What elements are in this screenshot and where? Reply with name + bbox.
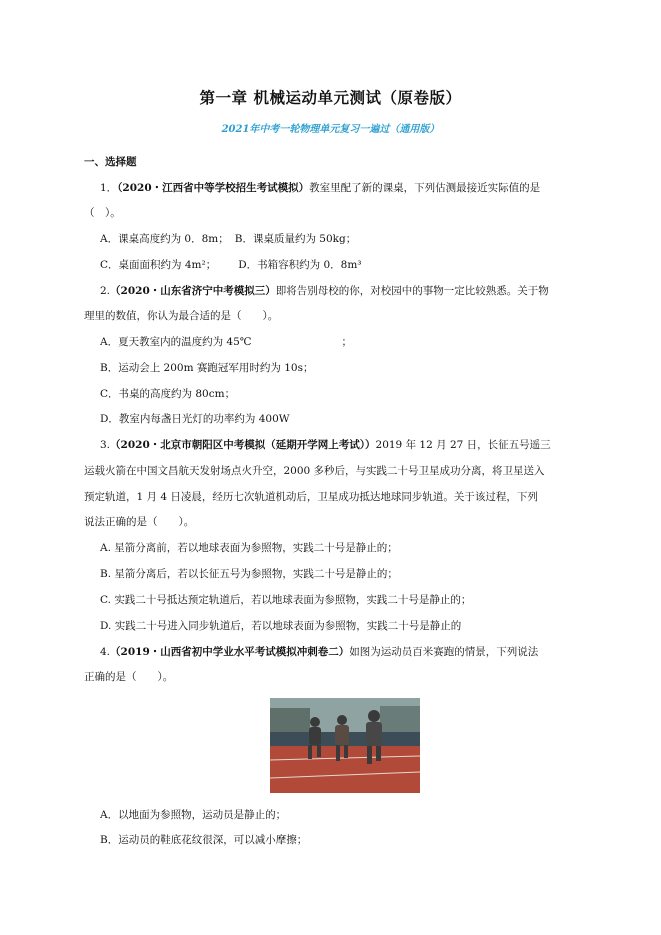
option-a: A．夏天教室内的温度约为 45℃ (100, 336, 252, 348)
question-text: 2019 年 12 月 27 日，长征五号遥三 (375, 439, 551, 451)
question-2 (100, 284, 549, 298)
question-1 (100, 181, 540, 195)
page-subtitle: 2021年中考一轮物理单元复习一遍过（通用版） (221, 124, 440, 135)
question-3-text-4: 说法正确的是（ ）。 (84, 516, 195, 528)
question-4-option-a: A．以地面为参照物，运动员是静止的； (100, 809, 287, 821)
question-source: （2020・山东省济宁中考模拟三） (110, 285, 276, 297)
question-text: 教室里配了新的课桌，下列估测最接近实际值的是 (309, 182, 541, 194)
question-text: 如图为运动员百米赛跑的情景，下列说法 (349, 646, 539, 658)
option-c: C．桌面面积约为 4m²； (100, 259, 217, 271)
question-number: 3. (100, 439, 111, 451)
section-heading: 一、选择题 (84, 156, 137, 168)
question-2-option-a (100, 335, 352, 349)
question-2-option-b: B．运动会上 200m 赛跑冠军用时约为 10s； (100, 362, 314, 374)
option-b: B．课桌质量约为 50kg； (234, 233, 357, 245)
question-4-text-cont: 正确的是（ ）。 (84, 671, 174, 683)
question-source: （2020・北京市朝阳区中考模拟（延期开学网上考试）） (110, 439, 376, 451)
question-1-blank: （ ）。 (84, 207, 121, 219)
option-a-tail: ； (341, 336, 353, 348)
question-3-text-3: 预定轨道，1 月 4 日凌晨，经历七次轨道机动后，卫星成功抵达地球同步轨道。关于该过程，下列 (84, 491, 538, 503)
question-text: 即将告别母校的你，对校园中的事物一定比较熟悉。关于物 (275, 285, 549, 297)
question-3-option-a: A. 星箭分离前，若以地球表面为参照物，实践二十号是静止的； (100, 542, 398, 554)
question-3-option-c: C. 实践二十号抵达预定轨道后，若以地球表面为参照物，实践二十号是静止的； (100, 594, 472, 606)
question-1-options-cd (100, 258, 362, 272)
question-2-text-cont: 理里的数值，你认为最合适的是（ ）。 (84, 310, 279, 322)
question-number: 2. (100, 285, 111, 297)
question-number: 1． (100, 182, 118, 194)
option-a: A．课桌高度约为 0．8m； (100, 233, 229, 245)
page-title: 第一章 机械运动单元测试（原卷版） (199, 89, 462, 107)
question-1-options-ab (100, 232, 356, 246)
question-source: （2019・山西省初中学业水平考试模拟冲刺卷二） (110, 646, 350, 658)
option-d: D．书箱容积约为 0．8m³ (238, 259, 362, 271)
question-number: 4. (100, 646, 111, 658)
question-4-option-b: B．运动员的鞋底花纹很深，可以减小摩擦； (100, 834, 308, 846)
sprinters-image-icon (270, 698, 420, 793)
race-photo (270, 698, 420, 793)
question-source: （2020・江西省中等学校招生考试模拟） (117, 182, 310, 194)
question-4 (100, 645, 538, 659)
question-3-option-d: D. 实践二十号进入同步轨道后，若以地球表面为参照物，实践二十号是静止的 (100, 620, 462, 632)
question-3-text-2: 运载火箭在中国文昌航天发射场点火升空，2000 多秒后，与实践二十号卫星成功分离，将卫星送入 (84, 465, 545, 477)
question-3-option-b: B. 星箭分离后，若以长征五号为参照物，实践二十号是静止的； (100, 568, 398, 580)
question-2-option-d: D．教室内每盏日光灯的功率约为 400W (100, 413, 290, 425)
question-3 (100, 438, 551, 452)
question-2-option-c: C．书桌的高度约为 80cm； (100, 388, 236, 400)
